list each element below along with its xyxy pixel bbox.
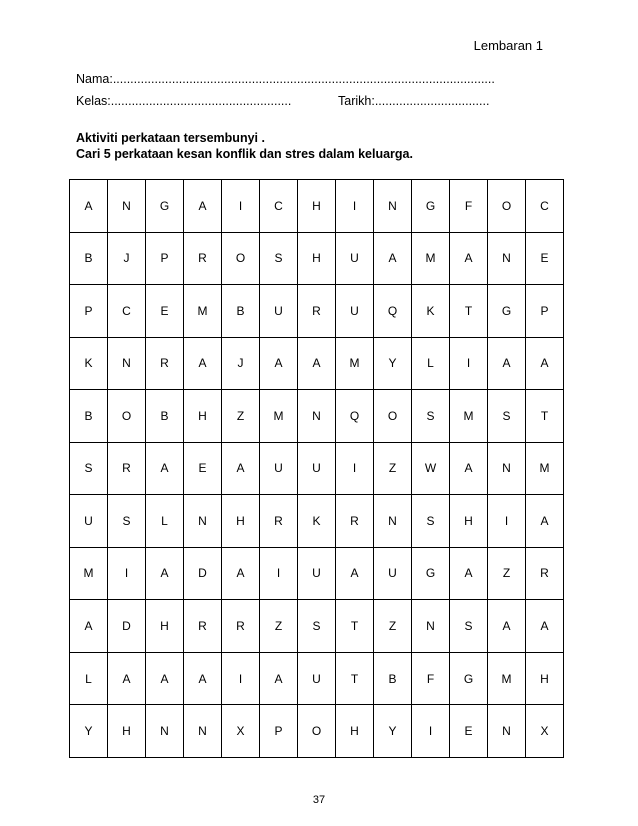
grid-cell[interactable]: A bbox=[450, 547, 488, 600]
page-number: 37 bbox=[312, 794, 326, 806]
grid-cell[interactable]: A bbox=[526, 495, 564, 548]
grid-cell[interactable]: A bbox=[184, 652, 222, 705]
grid-cell[interactable]: S bbox=[450, 600, 488, 653]
grid-cell[interactable]: A bbox=[222, 442, 260, 495]
grid-cell[interactable]: H bbox=[526, 652, 564, 705]
grid-cell[interactable]: N bbox=[108, 180, 146, 233]
grid-cell[interactable]: K bbox=[298, 495, 336, 548]
grid-cell[interactable]: H bbox=[336, 705, 374, 758]
grid-cell[interactable]: P bbox=[70, 285, 108, 338]
grid-cell[interactable]: S bbox=[488, 390, 526, 443]
grid-cell[interactable]: R bbox=[108, 442, 146, 495]
grid-cell[interactable]: U bbox=[336, 285, 374, 338]
grid-cell[interactable]: E bbox=[146, 285, 184, 338]
name-field: Nama:.............................................................................................................. bbox=[76, 72, 495, 86]
grid-cell[interactable]: R bbox=[222, 600, 260, 653]
grid-cell[interactable]: M bbox=[526, 442, 564, 495]
grid-cell[interactable]: O bbox=[374, 390, 412, 443]
grid-cell[interactable]: P bbox=[526, 285, 564, 338]
grid-cell[interactable]: W bbox=[412, 442, 450, 495]
grid-cell[interactable]: J bbox=[222, 337, 260, 390]
grid-cell[interactable]: H bbox=[450, 495, 488, 548]
grid-cell[interactable]: U bbox=[298, 547, 336, 600]
grid-cell[interactable]: R bbox=[336, 495, 374, 548]
grid-row bbox=[70, 390, 564, 443]
grid-cell[interactable]: A bbox=[184, 337, 222, 390]
grid-cell[interactable]: I bbox=[488, 495, 526, 548]
grid-cell[interactable]: G bbox=[412, 180, 450, 233]
grid-cell[interactable]: M bbox=[488, 652, 526, 705]
grid-row bbox=[70, 705, 564, 758]
instruction-text: Cari 5 perkataan kesan konflik dan stres dalam keluarga. bbox=[76, 147, 413, 161]
class-field: Kelas:.................................................... bbox=[76, 94, 292, 108]
grid-cell[interactable]: N bbox=[108, 337, 146, 390]
grid-cell[interactable]: N bbox=[184, 495, 222, 548]
grid-cell[interactable]: N bbox=[146, 705, 184, 758]
grid-cell[interactable]: A bbox=[488, 337, 526, 390]
grid-cell[interactable]: O bbox=[488, 180, 526, 233]
grid-cell[interactable]: A bbox=[450, 442, 488, 495]
grid-cell[interactable]: U bbox=[260, 442, 298, 495]
grid-cell[interactable]: Q bbox=[374, 285, 412, 338]
grid-cell[interactable]: A bbox=[526, 600, 564, 653]
grid-cell[interactable]: M bbox=[336, 337, 374, 390]
grid-cell[interactable]: L bbox=[146, 495, 184, 548]
grid-cell[interactable]: M bbox=[412, 232, 450, 285]
grid-cell[interactable]: U bbox=[336, 232, 374, 285]
grid-cell[interactable]: A bbox=[336, 547, 374, 600]
grid-row bbox=[70, 442, 564, 495]
grid-cell[interactable]: S bbox=[412, 390, 450, 443]
grid-cell[interactable]: Z bbox=[260, 600, 298, 653]
grid-row bbox=[70, 180, 564, 233]
grid-cell[interactable]: R bbox=[184, 232, 222, 285]
grid-cell[interactable]: S bbox=[298, 600, 336, 653]
grid-cell[interactable]: B bbox=[222, 285, 260, 338]
grid-row bbox=[70, 337, 564, 390]
grid-cell[interactable]: T bbox=[526, 390, 564, 443]
grid-cell[interactable]: N bbox=[412, 600, 450, 653]
grid-cell[interactable]: A bbox=[222, 547, 260, 600]
word-search-grid bbox=[69, 179, 564, 758]
grid-cell[interactable]: A bbox=[184, 180, 222, 233]
grid-cell[interactable]: H bbox=[222, 495, 260, 548]
grid-cell[interactable]: N bbox=[488, 705, 526, 758]
grid-cell[interactable]: C bbox=[260, 180, 298, 233]
grid-cell[interactable]: A bbox=[488, 600, 526, 653]
grid-cell[interactable]: I bbox=[336, 180, 374, 233]
grid-cell[interactable]: I bbox=[222, 180, 260, 233]
grid-cell[interactable]: N bbox=[374, 495, 412, 548]
grid-cell[interactable]: A bbox=[450, 232, 488, 285]
instruction-title: Aktiviti perkataan tersembunyi . bbox=[76, 131, 265, 145]
grid-cell[interactable]: Z bbox=[374, 442, 412, 495]
grid-cell[interactable]: R bbox=[146, 337, 184, 390]
grid-cell[interactable]: A bbox=[146, 547, 184, 600]
grid-cell[interactable]: L bbox=[70, 652, 108, 705]
grid-cell[interactable]: S bbox=[108, 495, 146, 548]
grid-row bbox=[70, 600, 564, 653]
grid-cell[interactable]: C bbox=[108, 285, 146, 338]
grid-cell[interactable]: J bbox=[108, 232, 146, 285]
grid-cell[interactable]: D bbox=[184, 547, 222, 600]
grid-cell[interactable]: I bbox=[222, 652, 260, 705]
instructions bbox=[76, 130, 413, 162]
grid-cell[interactable]: F bbox=[450, 180, 488, 233]
grid-cell[interactable]: U bbox=[298, 652, 336, 705]
grid-cell[interactable]: N bbox=[184, 705, 222, 758]
grid-cell[interactable]: A bbox=[526, 337, 564, 390]
grid-cell[interactable]: B bbox=[146, 390, 184, 443]
grid-cell[interactable]: S bbox=[260, 232, 298, 285]
grid-cell[interactable]: M bbox=[184, 285, 222, 338]
grid-cell[interactable]: H bbox=[184, 390, 222, 443]
grid-cell[interactable]: I bbox=[260, 547, 298, 600]
grid-cell[interactable]: M bbox=[70, 547, 108, 600]
grid-row bbox=[70, 285, 564, 338]
grid-cell[interactable]: L bbox=[412, 337, 450, 390]
grid-cell[interactable]: Y bbox=[70, 705, 108, 758]
grid-cell[interactable]: M bbox=[450, 390, 488, 443]
grid-row bbox=[70, 652, 564, 705]
grid-cell[interactable]: Z bbox=[222, 390, 260, 443]
grid-cell[interactable]: K bbox=[412, 285, 450, 338]
grid-cell[interactable]: Y bbox=[374, 337, 412, 390]
grid-cell[interactable]: S bbox=[412, 495, 450, 548]
grid-cell[interactable]: T bbox=[450, 285, 488, 338]
grid-cell[interactable]: A bbox=[70, 180, 108, 233]
grid-cell[interactable]: F bbox=[412, 652, 450, 705]
grid-cell[interactable]: K bbox=[70, 337, 108, 390]
grid-cell[interactable]: G bbox=[488, 285, 526, 338]
grid-cell[interactable]: P bbox=[260, 705, 298, 758]
grid-cell[interactable]: X bbox=[222, 705, 260, 758]
grid-cell[interactable]: Z bbox=[374, 600, 412, 653]
grid-cell[interactable]: A bbox=[298, 337, 336, 390]
grid-cell[interactable]: U bbox=[260, 285, 298, 338]
grid-cell[interactable]: C bbox=[526, 180, 564, 233]
grid-cell[interactable]: I bbox=[336, 442, 374, 495]
grid-cell[interactable]: E bbox=[526, 232, 564, 285]
grid-cell[interactable]: H bbox=[108, 705, 146, 758]
grid-row bbox=[70, 547, 564, 600]
grid-row bbox=[70, 232, 564, 285]
grid-cell[interactable]: U bbox=[70, 495, 108, 548]
grid-cell[interactable]: Z bbox=[488, 547, 526, 600]
grid-cell[interactable]: S bbox=[70, 442, 108, 495]
grid-cell[interactable]: D bbox=[108, 600, 146, 653]
grid-cell[interactable]: G bbox=[450, 652, 488, 705]
grid-cell[interactable]: O bbox=[222, 232, 260, 285]
grid-cell[interactable]: H bbox=[146, 600, 184, 653]
grid-cell[interactable]: Q bbox=[336, 390, 374, 443]
grid-cell[interactable]: H bbox=[298, 180, 336, 233]
grid-cell[interactable]: I bbox=[108, 547, 146, 600]
grid-cell[interactable]: A bbox=[260, 337, 298, 390]
grid-cell[interactable]: M bbox=[260, 390, 298, 443]
grid-cell[interactable]: N bbox=[488, 442, 526, 495]
grid-cell[interactable]: G bbox=[146, 180, 184, 233]
grid-cell[interactable]: I bbox=[412, 705, 450, 758]
grid-cell[interactable]: T bbox=[336, 652, 374, 705]
grid-cell[interactable]: X bbox=[526, 705, 564, 758]
grid-cell[interactable]: U bbox=[298, 442, 336, 495]
grid-cell[interactable]: G bbox=[412, 547, 450, 600]
grid-cell[interactable]: A bbox=[146, 652, 184, 705]
grid-cell[interactable]: T bbox=[336, 600, 374, 653]
grid-cell[interactable]: I bbox=[450, 337, 488, 390]
grid-cell[interactable]: R bbox=[298, 285, 336, 338]
grid-cell[interactable]: N bbox=[488, 232, 526, 285]
grid-cell[interactable]: N bbox=[374, 180, 412, 233]
date-field: Tarikh:................................. bbox=[338, 94, 490, 108]
grid-cell[interactable]: A bbox=[260, 652, 298, 705]
grid-cell[interactable]: R bbox=[526, 547, 564, 600]
grid-cell[interactable]: U bbox=[374, 547, 412, 600]
grid-cell[interactable]: R bbox=[184, 600, 222, 653]
grid-cell[interactable]: A bbox=[70, 600, 108, 653]
grid-cell[interactable]: H bbox=[298, 232, 336, 285]
grid-cell[interactable]: B bbox=[70, 390, 108, 443]
grid-cell[interactable]: Y bbox=[374, 705, 412, 758]
grid-cell[interactable]: B bbox=[374, 652, 412, 705]
grid-cell[interactable]: O bbox=[108, 390, 146, 443]
grid-row bbox=[70, 495, 564, 548]
grid-cell[interactable]: P bbox=[146, 232, 184, 285]
grid-cell[interactable]: N bbox=[298, 390, 336, 443]
grid-cell[interactable]: E bbox=[184, 442, 222, 495]
grid-cell[interactable]: A bbox=[108, 652, 146, 705]
grid-cell[interactable]: A bbox=[374, 232, 412, 285]
sheet-label: Lembaran 1 bbox=[473, 38, 543, 53]
grid-cell[interactable]: O bbox=[298, 705, 336, 758]
grid-cell[interactable]: R bbox=[260, 495, 298, 548]
grid-cell[interactable]: A bbox=[146, 442, 184, 495]
grid-cell[interactable]: B bbox=[70, 232, 108, 285]
grid-cell[interactable]: E bbox=[450, 705, 488, 758]
